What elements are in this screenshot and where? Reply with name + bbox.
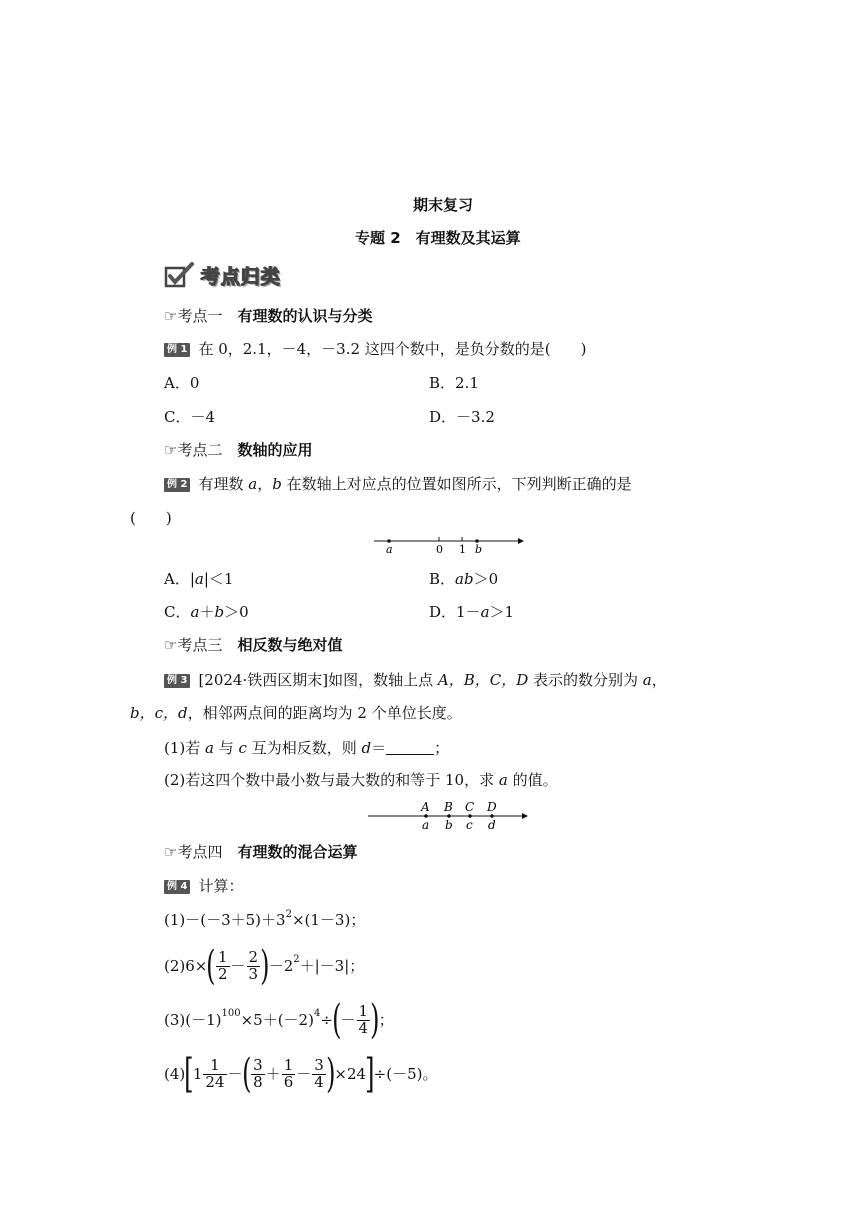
banner-text: 考点归类: [200, 266, 281, 288]
axis-label-b: b: [475, 543, 483, 556]
axis-label-d: d: [488, 818, 496, 832]
axis-label-A: A: [421, 800, 430, 814]
expression-2: (2)6×( $\frac{1}{2}$ － $\frac{2}{3}$ )$-2^2+|-3|$；: [164, 943, 365, 989]
expression-4: (4)[1 $\frac{1}{24}$ －( $\frac{3}{8}$ ＋ $\frac{1}{6}$ － $\frac{3}{4}$ )×24]÷(－5)。: [164, 1051, 438, 1097]
number-line-1: [370, 534, 530, 559]
page-subtitle: 专题 2 有理数及其运算: [355, 229, 521, 247]
axis-label-B: B: [444, 800, 453, 814]
axis-label-c: c: [466, 818, 473, 832]
axis-label-C: C: [465, 800, 475, 814]
section-heading-3: ☞考点三 相反数与绝对值: [164, 636, 343, 654]
example-badge: 例 2: [164, 478, 190, 492]
section-heading-2: ☞考点二 数轴的应用: [164, 441, 313, 459]
pointing-hand-icon: ☞: [164, 441, 178, 459]
example-3-stem: 例 3 [2024·铁西区期末]如图，数轴上点 A，B，C，D 表示的数分别为 a，: [164, 673, 667, 688]
answer-blank[interactable]: [386, 740, 434, 755]
example-badge: 例 3: [164, 674, 190, 688]
example-2-option-d: D．1－a＞1: [429, 603, 515, 621]
axis-label-1: 1: [459, 543, 466, 556]
axis-label-0: 0: [436, 543, 443, 556]
example-3-stem-line2: b，c，d，相邻两点间的距离均为 2 个单位长度。: [130, 704, 462, 722]
section-heading-1: ☞考点一 有理数的认识与分类: [164, 307, 373, 325]
axis-label-a: a: [422, 818, 430, 832]
example-1-option-b: B．2.1: [429, 374, 479, 392]
axis-label-D: D: [487, 800, 497, 814]
example-1-option-c: C．－4: [164, 408, 216, 426]
example-badge: 例 4: [164, 880, 190, 894]
axis-label-b: b: [445, 818, 453, 832]
number-line-2: [366, 798, 536, 835]
section-banner: [164, 262, 281, 293]
pointing-hand-icon: ☞: [164, 636, 178, 654]
example-4-stem: 例 4 计算：: [164, 879, 243, 894]
checkbox-check-icon: [164, 262, 196, 293]
section-heading-4: ☞考点四 有理数的混合运算: [164, 843, 358, 861]
example-1-option-d: D．－3.2: [429, 408, 495, 426]
pointing-hand-icon: ☞: [164, 843, 178, 861]
example-badge: 例 1: [164, 343, 190, 357]
example-1-option-a: A．0: [164, 374, 200, 392]
example-2-stem-line2: ( ): [130, 509, 172, 527]
example-2-stem: 例 2 有理数 a，b 在数轴上对应点的位置如图所示，下列判断正确的是: [164, 477, 632, 492]
page-title: 期末复习: [413, 196, 474, 214]
example-3-question-1: (1)若 a 与 c 互为相反数，则 d＝ ；: [164, 739, 450, 757]
example-2-option-b: B．ab＞0: [429, 570, 499, 588]
expression-3: $(3)(-1)^{100}\times 5+(-2)^4\div(-$ $\frac{1}{4}$ )；: [164, 997, 394, 1043]
example-1-stem: 例 1 在 0，2.1，－4，－3.2 这四个数中，是负分数的是( ): [164, 342, 587, 357]
pointing-hand-icon: ☞: [164, 307, 178, 325]
example-2-option-c: C．a＋b＞0: [164, 603, 249, 621]
example-3-question-2: (2)若这四个数中最小数与最大数的和等于 10，求 a 的值。: [164, 771, 558, 789]
expression-1: $(1)-(-3+5)+3^2\times(1-3)$；: [164, 909, 366, 929]
axis-label-a: a: [386, 543, 393, 556]
example-2-option-a: A．|a|＜1: [164, 570, 234, 588]
